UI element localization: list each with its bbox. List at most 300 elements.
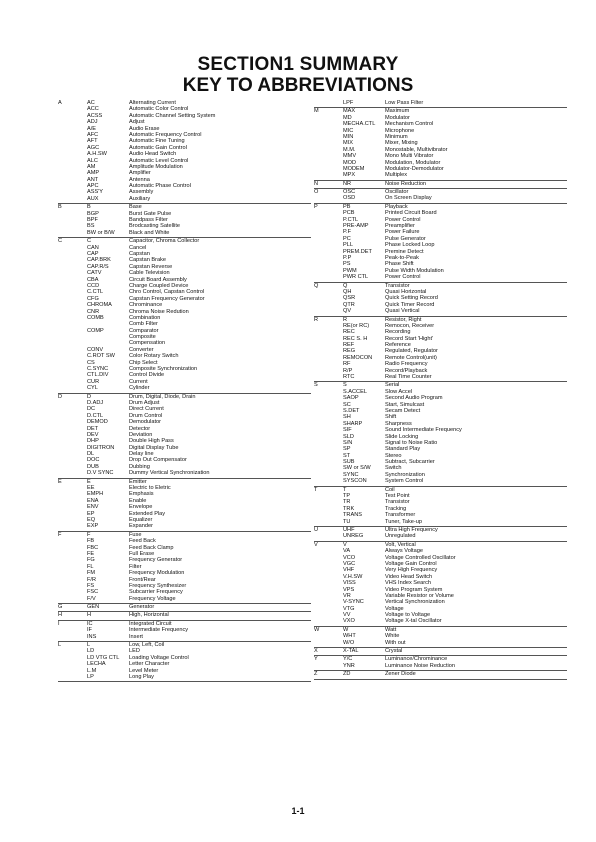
letter-group [58, 621, 311, 642]
abbreviation: LECHA [87, 661, 106, 668]
group-letter [58, 674, 87, 680]
abbreviation-meaning: Capstan Brake [129, 257, 167, 264]
abbreviation-meaning: Capstan Reverse [129, 263, 173, 270]
abbreviation: CFG [87, 295, 99, 302]
abbreviation: ST [343, 452, 351, 459]
abbreviation: S.DET [343, 407, 360, 414]
abbreviation: REF [343, 342, 355, 349]
abbreviation: P.P [343, 254, 352, 261]
abbreviation-meaning: Chroma Noise Redution [129, 308, 189, 315]
abbreviation-meaning: Automatic Color Control [129, 106, 189, 113]
group-letter [314, 640, 343, 646]
group-letter: N [314, 180, 319, 187]
abbreviation-meaning: Electric to Eletric [129, 485, 171, 492]
abbreviation-meaning: Quasi Horizontal [385, 288, 427, 295]
abbreviation-meaning: Capstan Frequency Generator [129, 295, 205, 302]
abbreviation: EQ [87, 517, 96, 523]
abbreviation-meaning: Emphasis [129, 491, 154, 498]
group-letter [314, 195, 343, 201]
abbreviation-meaning: LED [129, 648, 140, 655]
abbreviation-meaning: Bandpass Filter [129, 217, 168, 224]
abbreviation-meaning: Watt [385, 626, 397, 633]
abbreviation-meaning: Modulator-Demodulator [385, 165, 444, 172]
abbreviation: E [87, 478, 91, 485]
abbreviation: DL [87, 451, 95, 458]
letter-group [58, 204, 311, 238]
abbreviation-meaning: Automatic Gain Control [129, 144, 187, 151]
abbreviation: D.CTL [87, 412, 104, 419]
abbreviation-meaning: Control Divide [129, 372, 165, 379]
abbreviation-meaning: Envelope [129, 504, 153, 511]
letter-group [314, 317, 567, 383]
abbreviation: TRANS [343, 512, 362, 519]
abbreviation-row [58, 674, 311, 680]
abbreviation-meaning: Voltage to Voltage [385, 612, 431, 619]
abbreviation-meaning: Amplitude Modulation [129, 163, 183, 170]
abbreviation-meaning: Mechanism Control [385, 121, 434, 128]
abbreviation-meaning: Adjust [129, 119, 145, 126]
abbreviation-meaning: Full Erase [129, 550, 155, 557]
group-letter: P [314, 203, 318, 210]
abbreviation-meaning: Transformer [385, 512, 416, 519]
abbreviation: AUX [87, 195, 99, 202]
abbreviation-meaning: Regulated, Regulator [385, 348, 438, 355]
abbreviation: CATV [87, 270, 102, 277]
abbreviation: MD [343, 114, 352, 121]
abbreviation-meaning: Video Program System [385, 586, 443, 593]
abbreviation-meaning: Recording [385, 329, 411, 336]
abbreviation: DUB [87, 463, 99, 470]
abbreviation-meaning: White [385, 633, 400, 640]
abbreviation: BS [87, 223, 95, 230]
group-letter: E [58, 478, 62, 485]
abbreviation: RF [343, 361, 351, 368]
abbreviation-meaning: Enable [129, 497, 147, 504]
group-letter: T [314, 486, 318, 493]
group-letter [314, 100, 343, 106]
abbreviation: MOD [343, 159, 357, 166]
abbreviation: SC [343, 401, 351, 408]
group-letter: R [314, 316, 319, 323]
abbreviation-meaning: Quick Timer Record [385, 301, 435, 308]
abbreviation-meaning: Chrominance [129, 302, 163, 309]
group-letter: Y [314, 656, 318, 663]
abbreviation: ENV [87, 504, 99, 511]
abbreviation-meaning: Record Start 'Hight' [385, 335, 434, 342]
abbreviation-meaning: Multiplex [385, 172, 408, 179]
abbreviation-row [58, 385, 311, 391]
abbreviation-meaning: Cylinder [129, 385, 150, 392]
abbreviation: V-SYNC [343, 599, 364, 606]
abbreviation-meaning: Digital Display Tube [129, 444, 179, 451]
abbreviation: ANT [87, 176, 99, 183]
abbreviation: IC [87, 620, 93, 627]
abbreviation-meaning: Maximum [385, 108, 410, 115]
abbreviation: CAN [87, 244, 99, 251]
group-letter [314, 533, 343, 539]
abbreviation-meaning: Direct Current [129, 406, 164, 413]
abbreviation: P.F [343, 229, 351, 236]
group-letter: V [314, 541, 318, 548]
abbreviation-meaning: Modulator [385, 114, 410, 121]
abbreviation-meaning: Current [129, 378, 148, 385]
abbreviation-meaning: Switch [385, 465, 402, 472]
abbreviation-meaning: Video Head Switch [385, 573, 433, 580]
abbreviation-meaning: Minimum [385, 133, 408, 140]
abbreviation-meaning: Frequency Modulation [129, 570, 185, 577]
page-number: 1-1 [291, 806, 305, 816]
abbreviation: F/V [87, 595, 96, 602]
letter-group [314, 648, 567, 656]
group-letter: Q [314, 282, 319, 289]
abbreviation: MIX [343, 140, 353, 147]
abbreviation: VHF [343, 567, 355, 574]
abbreviation-meaning: Subcarrier Frequency [129, 589, 183, 596]
abbreviation-meaning: Voltage [385, 605, 404, 612]
group-letter [58, 596, 87, 602]
abbreviation: SYSCON [343, 478, 367, 485]
letter-group [58, 612, 311, 620]
abbreviation: B [87, 204, 91, 211]
abbreviation-meaning: Detector [129, 425, 151, 432]
abbreviation-meaning: Circuit Board Assembly [129, 276, 187, 283]
abbreviation: M.M. [343, 146, 356, 153]
abbreviation: FBC [87, 544, 99, 551]
abbreviation-meaning: Vertical Synchronization [385, 599, 445, 606]
group-letter: I [58, 620, 60, 627]
abbreviation: C.SYNC [87, 366, 109, 373]
abbreviation: AC [87, 100, 95, 106]
abbreviation: SW or S/W [343, 465, 371, 472]
abbreviation: PS [343, 261, 351, 268]
abbreviation-row [314, 533, 567, 539]
abbreviation: SP [343, 446, 351, 453]
abbreviation-row [58, 523, 311, 529]
abbreviation-meaning: Cable Television [129, 270, 170, 277]
abbreviation-meaning: Reference [385, 342, 411, 349]
letter-group [314, 181, 567, 189]
abbreviation-meaning: Peak-to-Peak [385, 254, 419, 261]
abbreviation: EXP [87, 523, 99, 530]
abbreviation-meaning: Composite [129, 334, 156, 341]
group-letter [58, 196, 87, 202]
abbreviation-meaning: Compensation [129, 340, 166, 347]
abbreviation: VXO [343, 618, 355, 625]
abbreviation-meaning: Mixer, Mixing [385, 140, 418, 147]
abbreviation: H [87, 612, 92, 619]
abbreviation-meaning: Monostable, Multivibrator [385, 146, 448, 153]
abbreviation: CYL [87, 385, 98, 392]
abbreviation-meaning: Delay line [129, 451, 154, 458]
abbreviation: FE [87, 550, 95, 557]
abbreviation-meaning: Combination [129, 314, 161, 321]
abbreviation-row [314, 648, 567, 654]
abbreviation-meaning: Converter [129, 346, 154, 353]
abbreviation: PCB [343, 210, 355, 217]
abbreviation-meaning: Intermediate Frequency [129, 627, 189, 634]
abbreviation: V [343, 541, 347, 548]
abbreviation-meaning: Chip Select [129, 359, 158, 366]
abbreviation-meaning: Emitter [129, 478, 147, 485]
abbreviation-meaning: Automatic Channel Setting System [129, 112, 216, 119]
abbreviation-meaning: Loading Voltage Control [129, 654, 189, 661]
abbreviation: QSR [343, 295, 356, 302]
abbreviation-meaning: Feed Back Clamp [129, 544, 174, 551]
abbreviation-meaning: Remocon, Receiver [385, 322, 435, 329]
group-letter: A [58, 100, 62, 106]
abbreviation-meaning: Frequency Generator [129, 557, 183, 564]
abbreviation: V.H.SW [343, 573, 363, 580]
abbreviation-meaning: Generator [129, 604, 155, 611]
abbreviation: VCO [343, 554, 356, 561]
abbreviation: ZD [343, 671, 351, 678]
abbreviation: SLD [343, 433, 354, 440]
group-letter: D [58, 393, 63, 400]
abbreviation: RTC [343, 374, 355, 381]
abbreviation-meaning: Low Pass Filter [385, 100, 424, 106]
abbreviation-meaning: Luminance/Chrominance [385, 656, 448, 663]
abbreviation: COMB [87, 314, 104, 321]
abbreviation-meaning: Tracking [385, 505, 407, 512]
abbreviation: REG [343, 348, 356, 355]
letter-group [58, 532, 311, 604]
abbreviation: A.H.SW [87, 151, 107, 158]
abbreviation-row [314, 195, 567, 201]
abbreviation-meaning: Deviation [129, 431, 153, 438]
abbreviation: ENA [87, 497, 99, 504]
abbreviation: VR [343, 592, 351, 599]
abbreviation-meaning: Volt, Vertical [385, 541, 416, 548]
abbreviation-meaning: Alternating Current [129, 100, 176, 106]
abbreviation-row [314, 100, 567, 106]
abbreviation-meaning: Secam Detect [385, 407, 421, 414]
abbreviation: FSC [87, 589, 99, 596]
abbreviation-meaning: Automatic Level Control [129, 157, 189, 164]
abbreviation: ASS'Y [87, 189, 103, 196]
abbreviation: APC [87, 183, 99, 190]
abbreviation: OSC [343, 189, 356, 196]
abbreviation-meaning: Feed Back [129, 538, 156, 545]
abbreviation-row [314, 663, 567, 669]
abbreviation-row [314, 274, 567, 280]
abbreviation-meaning: Start, Simulcast [385, 401, 425, 408]
abbreviation: S.ACCEL [343, 388, 367, 395]
abbreviation-row [314, 172, 567, 178]
abbreviation-meaning: Second Audio Program [385, 395, 443, 402]
abbreviation-meaning: Capstan [129, 250, 150, 257]
group-letter: G [58, 604, 63, 611]
abbreviation: YNR [343, 662, 355, 669]
abbreviation: D.ADJ [87, 399, 104, 406]
group-letter: F [58, 531, 62, 538]
abbreviation: W/O [343, 639, 355, 646]
letter-group [314, 656, 567, 671]
abbreviation: LD VTG CTL [87, 654, 120, 661]
abbreviation: CS [87, 359, 95, 366]
abbreviation-meaning: Composite Synchronization [129, 366, 198, 373]
group-letter [314, 519, 343, 525]
group-letter: S [314, 382, 318, 389]
letter-group [314, 542, 567, 627]
abbreviation-meaning: Stereo [385, 452, 402, 459]
abbreviation: CTL.DIV [87, 372, 109, 379]
abbreviation-meaning: Tuner, Take-up [385, 518, 423, 525]
abbreviation: OSD [343, 195, 356, 202]
abbreviation-meaning: Chro Control, Capstan Control [129, 289, 205, 296]
abbreviation: PREM.DET [343, 248, 372, 255]
group-letter [314, 274, 343, 280]
abbreviation-meaning: Pulse Width Modulation [385, 267, 444, 274]
section-title: SECTION1 SUMMARY [197, 54, 399, 75]
abbreviation-meaning: Cancel [129, 244, 147, 251]
abbreviation-meaning: Slow Accel [385, 388, 413, 395]
abbreviation: REMOCON [343, 354, 373, 361]
abbreviation-meaning: Real Time Counter [385, 374, 432, 381]
abbreviation-meaning: Dummy Vertical Synchronization [129, 470, 210, 477]
abbreviation-meaning: System Control [385, 478, 424, 485]
abbreviation: EMPH [87, 491, 104, 498]
abbreviation: FL [87, 563, 94, 570]
abbreviation-meaning: Crystal [385, 648, 403, 655]
abbreviation: CCD [87, 282, 100, 289]
abbreviation-meaning: Black and White [129, 229, 170, 236]
abbreviation: TRK [343, 505, 355, 512]
abbreviation: PB [343, 203, 351, 210]
abbreviation: CUR [87, 378, 100, 385]
abbreviation: R [343, 316, 348, 323]
abbreviation: R/P [343, 367, 353, 374]
abbreviation: FM [87, 570, 96, 577]
abbreviation: INS [87, 633, 97, 640]
abbreviation: AM [87, 163, 96, 170]
abbreviation: L [87, 642, 91, 649]
abbreviation: UNREG [343, 533, 364, 540]
abbreviation-meaning: VHS Index Search [385, 580, 432, 587]
abbreviation: UHF [343, 527, 355, 533]
abbreviation: REC S. H [343, 335, 368, 342]
page-subtitle: KEY TO ABBREVIATIONS [182, 75, 414, 96]
group-letter: W [314, 626, 320, 633]
abbreviation-meaning: Standard Play [385, 446, 421, 453]
abbreviation: MPX [343, 172, 356, 179]
abbreviation-meaning: Audio Head Switch [129, 151, 177, 158]
abbreviation: WHT [343, 633, 356, 640]
abbreviation-meaning: Low, Left, Coil [129, 642, 165, 649]
abbreviation-meaning: Filter [129, 563, 142, 570]
abbreviation-meaning: Automatic Fine Tuning [129, 138, 185, 145]
abbreviation: C.CTL [87, 289, 104, 296]
group-letter: H [58, 612, 63, 619]
abbreviation-meaning: High, Horizontal [129, 612, 169, 619]
abbreviation-meaning: Capacitor, Chroma Collector [129, 238, 200, 245]
abbreviation-meaning: Comparator [129, 327, 159, 334]
abbreviation-meaning: Double High Pass [129, 438, 174, 445]
abbreviation-meaning: Ultra High Frequency [385, 527, 438, 533]
abbreviation: PRE-AMP [343, 223, 369, 230]
abbreviation-meaning: Microphone [385, 127, 415, 134]
abbreviation-meaning: Drum Adjust [129, 399, 160, 406]
abbreviation-meaning: Modulation, Modulator [385, 159, 441, 166]
abbreviation-meaning: Integrated Circuit [129, 620, 172, 627]
abbreviation-meaning: Expander [129, 523, 153, 530]
abbreviation-meaning: Preamplifier [385, 223, 415, 230]
abbreviation-meaning: Slide Locking [385, 433, 419, 440]
abbreviation-meaning: Serial [385, 382, 400, 389]
abbreviation-meaning: Synchronization [385, 471, 425, 478]
abbreviation-meaning: Transistor [385, 499, 410, 506]
abbreviation: NR [343, 180, 352, 187]
abbreviation-column-right [314, 100, 567, 680]
abbreviation-meaning: Demodulator [129, 419, 162, 426]
abbreviation: BPF [87, 217, 98, 224]
group-letter: O [314, 189, 319, 196]
abbreviation: D.V SYNC [87, 470, 114, 477]
abbreviation: DET [87, 425, 99, 432]
abbreviation-meaning: Quasi Vertical [385, 308, 420, 315]
abbreviation-meaning: Shift [385, 414, 397, 421]
group-letter: B [58, 204, 62, 211]
abbreviation-meaning: Signal to Noise Ratio [385, 439, 438, 446]
abbreviation-meaning: Transistor [385, 282, 410, 289]
abbreviation: VPS [343, 586, 355, 593]
letter-group [314, 189, 567, 204]
group-letter [314, 308, 343, 314]
abbreviation: MIC [343, 127, 354, 134]
abbreviation-meaning: Subtract, Subcarrier [385, 459, 435, 466]
abbreviation: D [87, 393, 92, 400]
group-letter: U [314, 527, 319, 533]
abbreviation: SUB [343, 459, 355, 466]
abbreviation-meaning: Resistor, Right [385, 316, 422, 323]
letter-group [58, 100, 311, 204]
group-letter: X [314, 648, 318, 655]
abbreviation: QV [343, 308, 352, 315]
abbreviation-meaning: Test Point [385, 493, 410, 500]
letter-group [58, 604, 311, 612]
abbreviation-meaning: Color Rotary Switch [129, 353, 179, 360]
abbreviation: X-TAL [343, 648, 359, 655]
abbreviation: SIF [343, 427, 352, 434]
abbreviation-meaning: Drum Control [129, 412, 163, 419]
abbreviation: S/N [343, 439, 353, 446]
abbreviation: RE(or RC) [343, 322, 370, 329]
abbreviation: CONV [87, 346, 104, 353]
abbreviation: BW or B/W [87, 229, 115, 236]
abbreviation: Y/C [343, 656, 353, 663]
abbreviation: CAP [87, 250, 99, 257]
abbreviation: AMP [87, 170, 100, 177]
abbreviation: TR [343, 499, 351, 506]
abbreviation: DEV [87, 431, 99, 438]
abbreviation-meaning: Voltage Controlled Oscillator [385, 554, 456, 561]
abbreviation: PWR CTL [343, 274, 369, 281]
letter-group [58, 479, 311, 532]
abbreviation-meaning: Pulse Generator [385, 235, 426, 242]
abbreviation: AFT [87, 138, 98, 145]
abbreviation: Q [343, 282, 348, 289]
letter-group [314, 527, 567, 542]
abbreviation-meaning: Automatic Frequency Control [129, 131, 202, 138]
abbreviation-meaning: Voltage X-tal Oscillator [385, 618, 442, 625]
abbreviation-meaning: Extended Play [129, 510, 166, 517]
group-letter [314, 618, 343, 624]
abbreviation: LP [87, 673, 94, 680]
abbreviation: CBA [87, 276, 99, 283]
abbreviation-meaning: Power Control [385, 216, 421, 223]
group-letter: M [314, 108, 319, 115]
group-letter [314, 172, 343, 178]
abbreviation: MECHA.CTL [343, 121, 376, 128]
